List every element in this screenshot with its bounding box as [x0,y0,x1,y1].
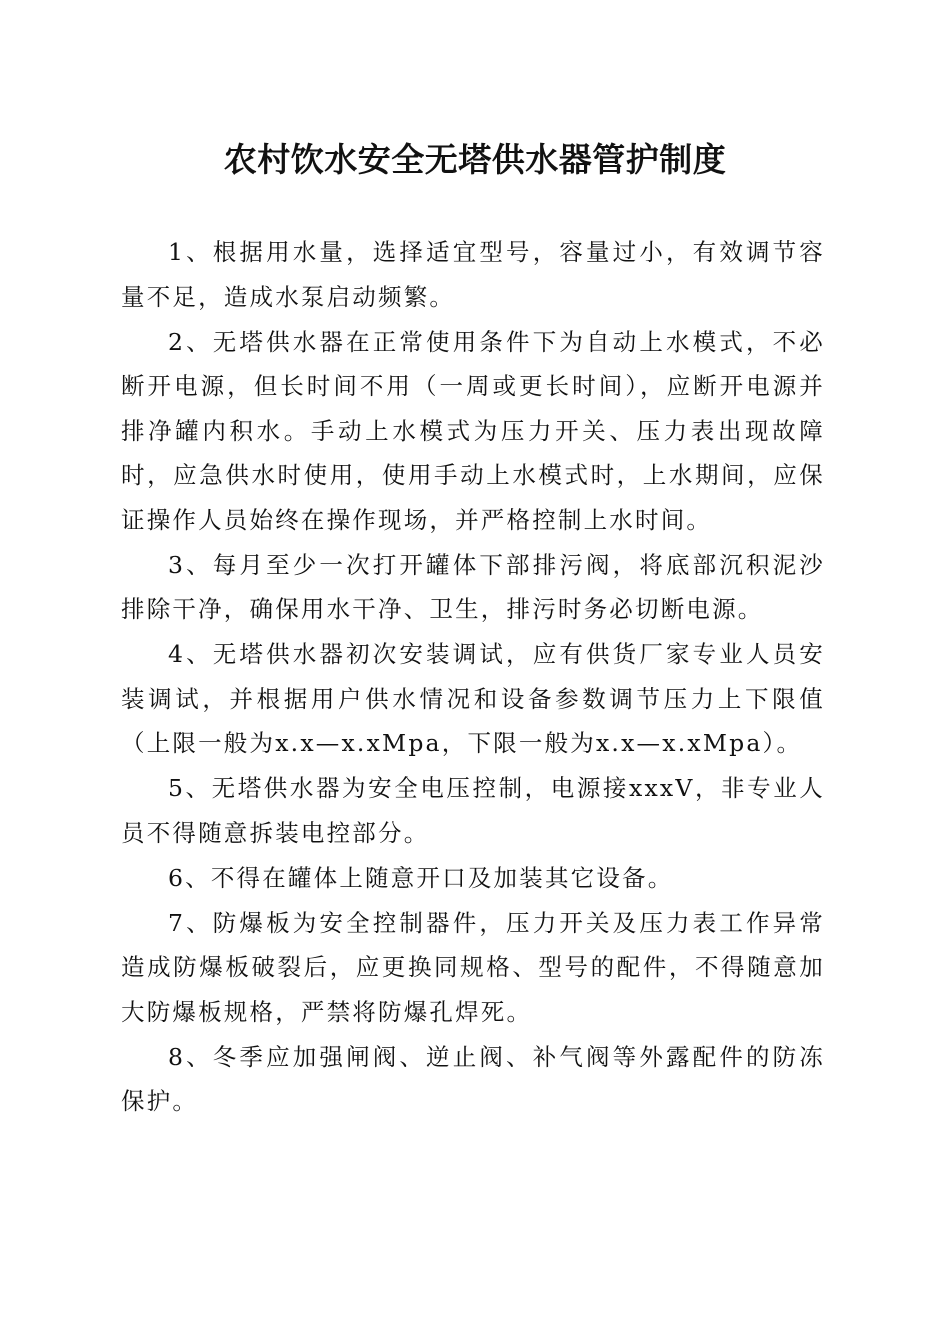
paragraph-7: 7、防爆板为安全控制器件，压力开关及压力表工作异常造成防爆板破裂后，应更换同规格、型号的配件，不得随意加大防爆板规格，严禁将防爆孔焊死。 [121,908,825,1026]
paragraph-8: 8、冬季应加强闸阀、逆止阀、补气阀等外露配件的防冻保护。 [121,1042,825,1115]
paragraph-2: 2、无塔供水器在正常使用条件下为自动上水模式，不必断开电源，但长时间不用（一周或更长时间），应断开电源并排净罐内积水。手动上水模式为压力开关、压力表出现故障时，应急供水时使用，使用手动上水模式时，上水期间，应保证操作人员始终在操作现场，并严格控制上水时间。 [121,327,825,534]
paragraph-5: 5、无塔供水器为安全电压控制，电源接xxxV，非专业人员不得随意拆装电控部分。 [121,774,825,847]
paragraph-6: 6、不得在罐体上随意开口及加装其它设备。 [168,863,674,892]
paragraph-1: 1、根据用水量，选择适宜型号，容量过小，有效调节容量不足，造成水泵启动频繁。 [121,238,825,311]
paragraph-4: 4、无塔供水器初次安装调试，应有供货厂家专业人员安装调试，并根据用户供水情况和设备参数调节压力上下限值（上限一般为x.x—x.xMpa，下限一般为x.x—x.xMpa）。 [121,640,825,757]
paragraph-3: 3、每月至少一次打开罐体下部排污阀，将底部沉积泥沙排除干净，确保用水干净、卫生，排污时务必切断电源。 [121,550,825,623]
document-body [121,230,825,1124]
document-title: 农村饮水安全无塔供水器管护制度 [223,140,727,179]
